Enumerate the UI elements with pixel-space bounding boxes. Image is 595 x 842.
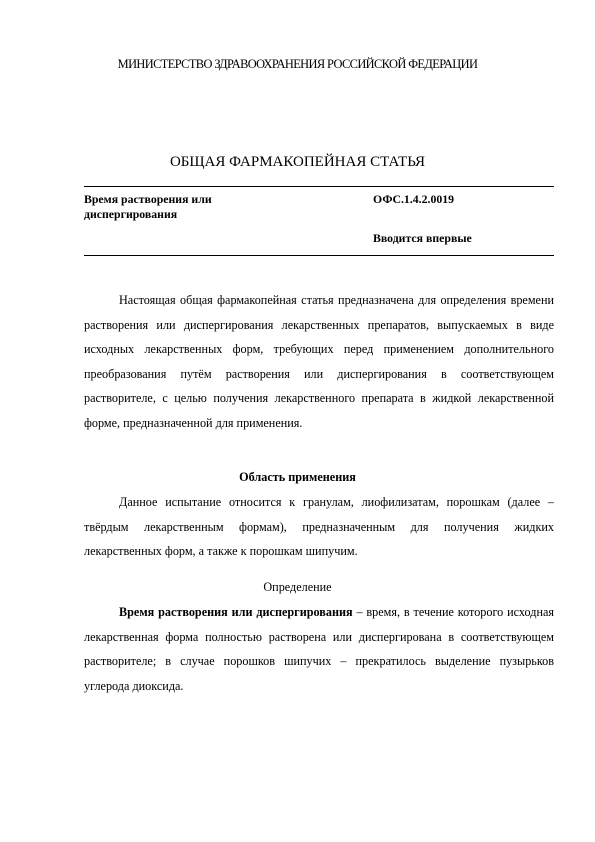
article-name bbox=[84, 192, 324, 222]
introduced-note: Вводится впервые bbox=[373, 231, 472, 245]
definition-paragraph bbox=[84, 600, 554, 698]
definition-heading: Определение bbox=[263, 580, 332, 594]
article-name-line2: диспергирования bbox=[84, 207, 178, 221]
intro-paragraph: Настоящая общая фармакопейная статья предназначена для определения времени растворения или диспергирования лекарственных препаратов, выпускаемых в виде исходных лекарственных форм, требующих перед применением дополнительного преобразования путём растворения или диспергирования в соответствующем растворителе, с целью получения лекарственного препарата в жидкой лекарственной форме, предназначенной для применения. bbox=[84, 293, 554, 430]
top-divider bbox=[84, 186, 554, 187]
scope-heading: Область применения bbox=[239, 470, 356, 484]
definition-term: Время растворения или диспергирования bbox=[119, 605, 353, 619]
ministry-header: МИНИСТЕРСТВО ЗДРАВООХРАНЕНИЯ РОССИЙСКОЙ ФЕДЕРАЦИИ bbox=[117, 57, 478, 71]
article-code: ОФС.1.4.2.0019 bbox=[373, 192, 455, 206]
bottom-divider bbox=[84, 255, 554, 256]
definition-text: – время, в течение которого исходная лекарственная форма полностью растворена или диспергирована в соответствующем растворителе; в случае порошков шипучих – прекратилось выделение пузырьков углерода диоксида. bbox=[84, 605, 555, 693]
scope-paragraph: Данное испытание относится к гранулам, лиофилизатам, порошкам (далее – твёрдым лекарственным формам), предназначенным для получения жидких лекарственных форм, а также к порошкам шипучим. bbox=[84, 495, 554, 558]
article-name-line1: Время растворения или bbox=[84, 192, 212, 206]
document-type-title: ОБЩАЯ ФАРМАКОПЕЙНАЯ СТАТЬЯ bbox=[169, 154, 426, 170]
